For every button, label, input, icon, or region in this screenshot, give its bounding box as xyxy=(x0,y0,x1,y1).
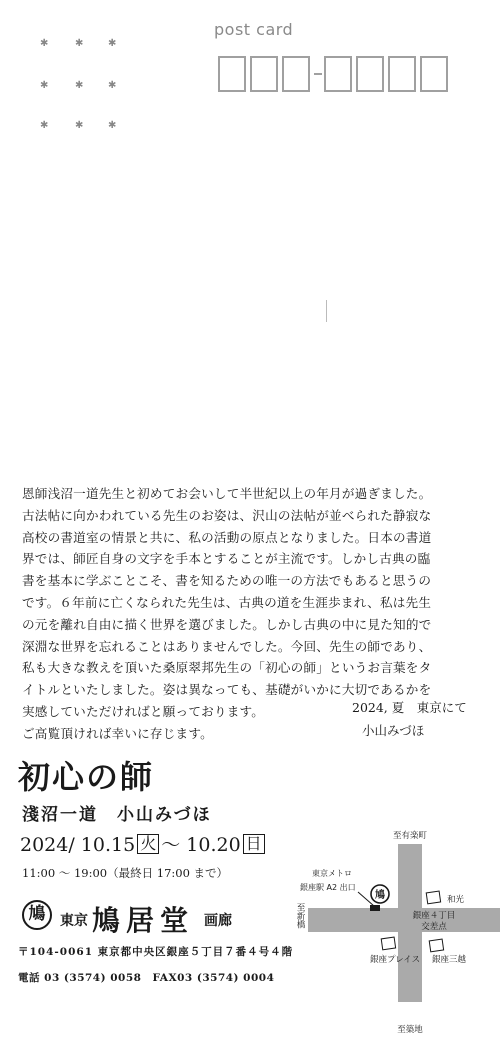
star-mark: ✱ xyxy=(108,120,117,131)
message-line: 高校の書道室の情景と共に、私の活動の原点となりました。日本の書道 xyxy=(22,529,432,545)
exit-marker xyxy=(370,905,380,911)
zip-box xyxy=(420,56,448,92)
metro-exit-label: 銀座駅 A2 出口 xyxy=(300,883,356,892)
message-line: 界では、師匠自身の文字を手本とすることが主流です。しかし古典の臨 xyxy=(22,551,431,567)
zip-box xyxy=(324,56,352,92)
mitsukoshi-label: 銀座三越 xyxy=(432,955,467,965)
metro-label: 東京メトロ xyxy=(312,869,352,878)
access-map xyxy=(290,828,500,1048)
mitsukoshi-building xyxy=(429,939,443,952)
wako-label: 和光 xyxy=(447,895,465,905)
message-line: 恩師浅沼一道先生と初めてお会いして半世紀以上の年月が過ぎました。 xyxy=(22,486,432,501)
ginza-place-building xyxy=(381,937,395,950)
zip-box xyxy=(388,56,416,92)
start-date: 2024/ 10.15 xyxy=(20,834,136,856)
gallery-address: 〒104-0061 東京都中央区銀座５丁目７番４号４階 xyxy=(18,946,294,958)
ginza-place-label: 銀座プレイス xyxy=(370,955,421,965)
star-mark: ✱ xyxy=(108,80,117,91)
message-line: イトルといたしました。姿は異なっても、基礎がいかに大切であるかを xyxy=(22,682,432,698)
gallery-logo: 鳩 xyxy=(22,900,52,930)
zip-box xyxy=(282,56,310,92)
star-mark: ✱ xyxy=(75,120,84,131)
message-line: 書を基本に学ぶことこそ、書を知るための唯一の方法でもあると思うの xyxy=(22,573,432,589)
message-line: 古法帖に向かわれている先生のお姿は、沢山の法帖が並べられた静寂な xyxy=(22,507,432,523)
signature-name: 小山みづほ xyxy=(362,723,425,738)
message-line: の元を離れ自由に描く世界を選びました。しかし古典の中に見た知的で xyxy=(22,616,432,632)
end-day-badge: 日 xyxy=(243,834,265,854)
zip-box xyxy=(250,56,278,92)
map-south-label: 至築地 xyxy=(397,1025,423,1035)
exhibition-dates xyxy=(20,830,267,857)
star-mark: ✱ xyxy=(40,120,49,131)
exhibition-hours: 11:00 ～ 19:00（最終日 17:00 まで） xyxy=(22,866,229,880)
gallery-phone: 電話 03 (3574) 0058 FAX03 (3574) 0004 xyxy=(18,972,275,984)
gallery-suffix: 画廊 xyxy=(204,913,232,929)
message-line: ご高覧頂ければ幸いに存じます。 xyxy=(22,725,213,741)
gallery-map-marker-char: 鳩 xyxy=(375,890,385,901)
gallery-city: 東京 xyxy=(60,913,88,929)
start-day-badge: 火 xyxy=(137,834,159,854)
gallery-name: 鳩居堂 xyxy=(92,904,195,937)
star-mark: ✱ xyxy=(75,80,84,91)
date-separator: 〜 xyxy=(161,834,181,856)
road-horizontal xyxy=(308,908,500,932)
crop-mark xyxy=(326,300,327,322)
zip-box xyxy=(218,56,246,92)
message-line: 深淵な世界を忘れることはありませんでした。今回、先生の師であり、 xyxy=(22,638,432,654)
star-mark: ✱ xyxy=(40,80,49,91)
star-mark: ✱ xyxy=(40,38,49,49)
wako-building xyxy=(426,891,440,904)
zip-box xyxy=(356,56,384,92)
message-line: 私も大きな教えを頂いた桑原翠邦先生の「初心の師」というお言葉をタ xyxy=(22,660,432,676)
message-line: です。６年前に亡くなられた先生は、古典の道を生涯歩まれ、私は先生 xyxy=(22,594,432,610)
map-west-label: 至新橋 xyxy=(295,903,305,929)
map-north-label: 至有楽町 xyxy=(392,831,428,841)
star-mark: ✱ xyxy=(75,38,84,49)
crossing-label-1: 銀座４丁目 xyxy=(412,911,456,921)
crossing-label-2: 交差点 xyxy=(421,922,447,932)
exhibition-artists: 淺沼一道 小山みづほ xyxy=(22,805,212,825)
signature-date: 2024, 夏 東京にて xyxy=(352,700,467,715)
star-mark: ✱ xyxy=(108,38,117,49)
postcard-label: post card xyxy=(214,20,294,39)
end-date: 10.20 xyxy=(186,834,241,856)
exhibition-title: 初心の師 xyxy=(18,758,155,796)
message-line: 実感していただければと願っております。 xyxy=(22,703,265,719)
zip-dash xyxy=(314,73,322,75)
